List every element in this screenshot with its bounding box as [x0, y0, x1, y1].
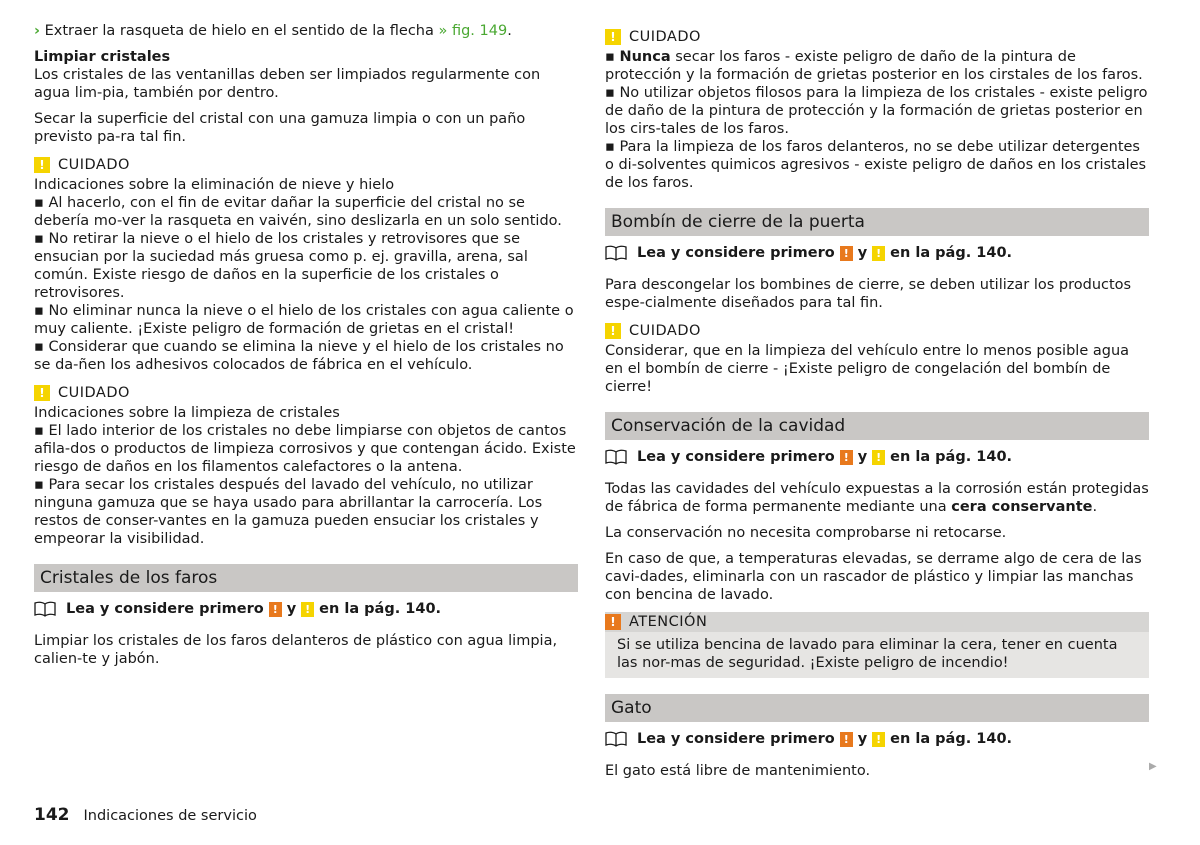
- section-heading-cavidad: Conservación de la cavidad: [605, 412, 1149, 440]
- caution-item: ▪ Al hacerlo, con el fin de evitar dañar la superficie del cristal no se debería mo-ver la rasqueta en vaivén, sino deslizarla en un solo sentido.: [34, 194, 578, 230]
- cavidad-paragraph-3: En caso de que, a temperaturas elevadas, se derrame algo de cera de las cavi-dades, eliminarla con un rascador de plástico y limpiar las manchas con bencina de lavado.: [605, 551, 1142, 603]
- limpiar-cristales-section: [34, 48, 578, 102]
- reference-line: Lea y considere primero ! y ! en la pág. 140.: [605, 244, 1149, 262]
- book-icon: [605, 731, 627, 747]
- caution-icon: !: [872, 732, 885, 747]
- caution-item: ▪ No eliminar nunca la nieve o el hielo de los cristales con agua caliente o muy caliente. ¡Existe peligro de formación de grietas en el cristal!: [34, 302, 578, 338]
- page-reference-link[interactable]: en la pág. 140.: [890, 245, 1013, 261]
- section-heading-faros: Cristales de los faros: [34, 564, 578, 592]
- caution-text: Considerar, que en la limpieza del vehículo entre lo menos posible agua en el bombín de cierre - ¡Existe peligro de congelación del bombín de cierre!: [605, 343, 1130, 395]
- page-footer: [34, 806, 257, 825]
- caution-label: CUIDADO: [629, 29, 701, 45]
- caution-icon: !: [605, 29, 621, 45]
- faros-paragraph: Limpiar los cristales de los faros delanteros de plástico con agua limpia, calien-te y jabón.: [34, 633, 558, 667]
- caution-icon: !: [872, 246, 885, 261]
- limpiar-paragraph-1: Los cristales de las ventanillas deben ser limpiados regularmente con agua lim-pia, también por dentro.: [34, 67, 541, 101]
- warning-label: ATENCIÓN: [629, 614, 708, 630]
- caution-block-cristales: [34, 384, 578, 548]
- intro-instruction: › Extraer la rasqueta de hielo en el sentido de la flecha » fig. 149.: [34, 23, 512, 39]
- next-page-icon: ▶: [1149, 761, 1157, 772]
- page-reference-link[interactable]: en la pág. 140.: [890, 731, 1013, 747]
- reference-line: Lea y considere primero ! y ! en la pág. 140.: [605, 448, 1149, 466]
- section-heading-gato: Gato: [605, 694, 1149, 722]
- arrow-icon: ›: [34, 23, 40, 39]
- warning-text: Si se utiliza bencina de lavado para eliminar la cera, tener en cuenta las nor-mas de seguridad. ¡Existe peligro de incendio!: [617, 637, 1118, 671]
- left-column: [34, 22, 578, 676]
- caution-item: ▪ Nunca secar los faros - existe peligro de daño de la pintura de protección y la formación de grietas posterior en los cirstales de los faros.: [605, 48, 1149, 84]
- cavidad-paragraph-2: La conservación no necesita comprobarse ni retocarse.: [605, 525, 1007, 541]
- page-number: 142: [34, 805, 70, 825]
- figure-link[interactable]: » fig. 149: [438, 23, 508, 39]
- caution-item: ▪ No utilizar objetos filosos para la limpieza de los cristales - existe peligro de daño de la pintura de protección y la formación de grietas posterior en los cirs-tales de los faros.: [605, 84, 1149, 138]
- caution-intro: Indicaciones sobre la eliminación de nieve y hielo: [34, 177, 395, 193]
- caution-label: CUIDADO: [58, 157, 130, 173]
- caution-icon: !: [605, 323, 621, 339]
- page-reference-link[interactable]: en la pág. 140.: [890, 449, 1013, 465]
- limpiar-paragraph-2: Secar la superficie del cristal con una gamuza limpia o con un paño previsto pa-ra tal fin.: [34, 111, 526, 145]
- cavidad-paragraph-1: Todas las cavidades del vehículo expuestas a la corrosión están protegidas de fábrica de forma permanente mediante una cera conservante.: [605, 481, 1149, 515]
- caution-icon: !: [301, 602, 314, 617]
- warning-icon: !: [605, 614, 621, 630]
- book-icon: [34, 601, 56, 617]
- warning-icon: !: [269, 602, 282, 617]
- caution-intro: Indicaciones sobre la limpieza de cristales: [34, 405, 340, 421]
- warning-icon: !: [840, 246, 853, 261]
- reference-line: Lea y considere primero ! y ! en la pág. 140.: [34, 600, 578, 618]
- reference-line: Lea y considere primero ! y ! en la pág. 140.: [605, 730, 1149, 748]
- bombin-paragraph: Para descongelar los bombines de cierre, se deben utilizar los productos espe-cialmente diseñados para tal fin.: [605, 277, 1132, 311]
- warning-icon: !: [840, 732, 853, 747]
- caution-label: CUIDADO: [58, 385, 130, 401]
- warning-icon: !: [840, 450, 853, 465]
- gato-paragraph: El gato está libre de mantenimiento.: [605, 763, 871, 779]
- chapter-title: Indicaciones de servicio: [83, 808, 257, 824]
- caution-block-nieve: [34, 156, 578, 374]
- caution-item: ▪ Para secar los cristales después del lavado del vehículo, no utilizar ninguna gamuza que se haya usado para abrillantar la carrocería. Los restos de conser-vantes en la gamuza pueden ensuciar los cristales y empeorar la visibilidad.: [34, 476, 578, 548]
- caution-label: CUIDADO: [629, 323, 701, 339]
- caution-item: ▪ Para la limpieza de los faros delanteros, no se debe utilizar detergentes o di-solventes quimicos agresivos - existe peligro de daños en los cristales de los faros.: [605, 138, 1149, 192]
- book-icon: [605, 449, 627, 465]
- caution-icon: !: [872, 450, 885, 465]
- right-column: [605, 28, 1149, 788]
- caution-icon: !: [34, 157, 50, 173]
- caution-item: ▪ Considerar que cuando se elimina la nieve y el hielo de los cristales no se da-ñen los adhesivos colocados de fábrica en el vehículo.: [34, 338, 578, 374]
- section-heading-bombin: Bombín de cierre de la puerta: [605, 208, 1149, 236]
- caution-item: ▪ No retirar la nieve o el hielo de los cristales y retrovisores que se ensucian por la suciedad más gruesa como p. ej. gravilla, arena, sal común. Existe riesgo de daños en la superficie de los cristales o retrovisores.: [34, 230, 578, 302]
- warning-block: [605, 612, 1149, 678]
- page-reference-link[interactable]: en la pág. 140.: [319, 601, 442, 617]
- caution-block-bombin: [605, 322, 1149, 396]
- caution-block-faros: [605, 28, 1149, 192]
- caution-item: ▪ El lado interior de los cristales no debe limpiarse con objetos de cantos afila-dos o productos de limpieza corrosivos y que contengan ácido. Existe riesgo de daños en los filamentos calefactores o la antena.: [34, 422, 578, 476]
- limpiar-title: Limpiar cristales: [34, 49, 171, 65]
- caution-icon: !: [34, 385, 50, 401]
- book-icon: [605, 245, 627, 261]
